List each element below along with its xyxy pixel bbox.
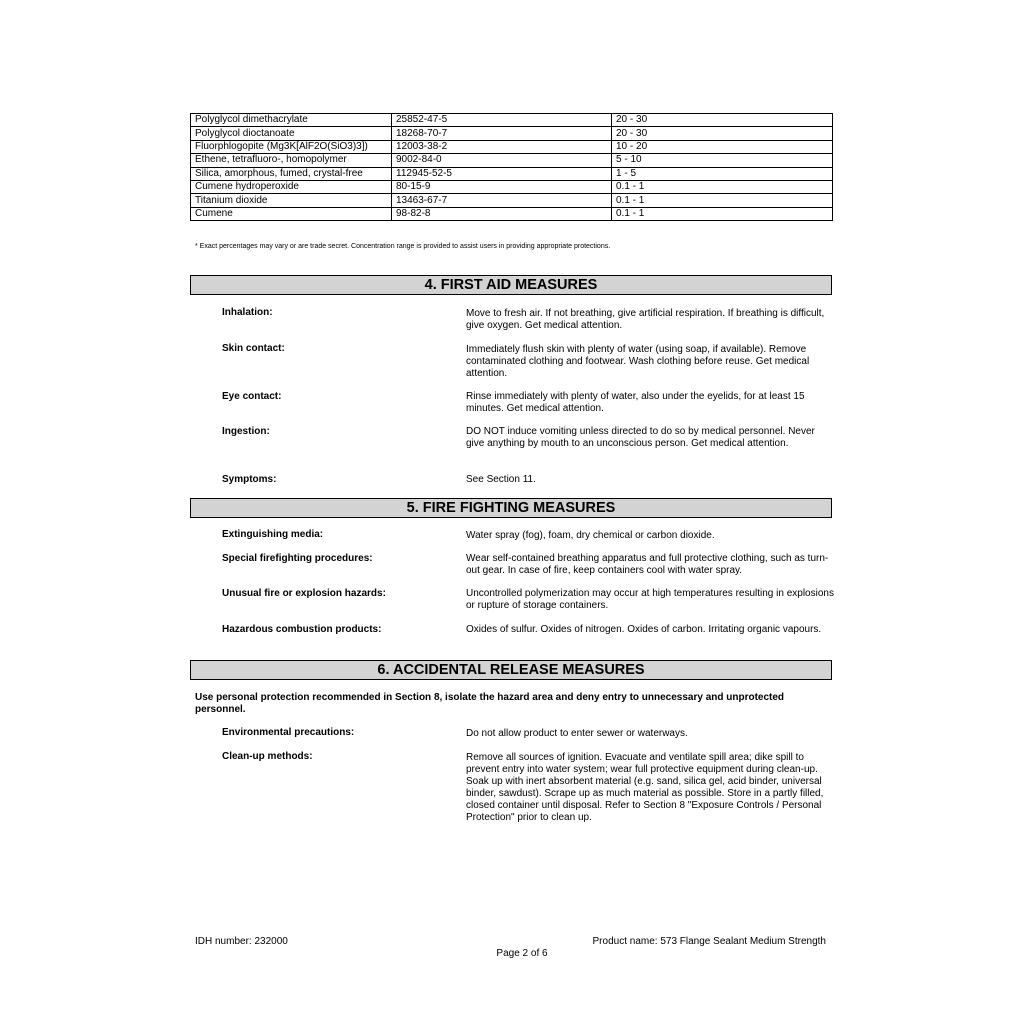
symptoms-label: Symptoms: [222, 474, 277, 485]
cas-number: 18268-70-7 [392, 127, 612, 140]
cas-number: 80-15-9 [392, 180, 612, 193]
environmental-precautions-text: Do not allow product to enter sewer or waterways. [466, 728, 688, 739]
cas-number: 9002-84-0 [392, 154, 612, 167]
component-name: Ethene, tetrafluoro-, homopolymer [191, 154, 392, 167]
weight-percent: 20 - 30 [612, 127, 833, 140]
table-row [191, 127, 833, 140]
cas-number: 25852-47-5 [392, 114, 612, 127]
clean-up-methods-text: Remove all sources of ignition. Evacuate and ventilate spill area; dike spill to prevent entry into water system; wear full protective equipment during clean-up. Soak up with inert absorbent material (e.g. sand, silica gel, acid binder, universal binder, sawdust). Scrape up as much material as possible. Store in a partly filled, closed container until disposal. Refer to Section 8 "Exposure Controls / Personal Protection" prior to clean up. [466, 752, 824, 823]
table-row [191, 207, 833, 220]
cas-number: 13463-67-7 [392, 194, 612, 207]
eye-contact-text: Rinse immediately with plenty of water, also under the eyelids, for at least 15 minutes. Get medical attention. [466, 391, 805, 414]
inhalation-label: Inhalation: [222, 307, 273, 318]
weight-percent: 0.1 - 1 [612, 207, 833, 220]
component-name: Silica, amorphous, fumed, crystal-free [191, 167, 392, 180]
cas-number: 98-82-8 [392, 207, 612, 220]
component-name: Cumene [191, 207, 392, 220]
component-name: Polyglycol dimethacrylate [191, 114, 392, 127]
component-name: Fluorphlogopite (Mg3K[AlF2O(SiO3)3]) [191, 140, 392, 153]
cas-number: 12003-38-2 [392, 140, 612, 153]
weight-percent: 20 - 30 [612, 114, 833, 127]
table-row [191, 167, 833, 180]
weight-percent: 10 - 20 [612, 140, 833, 153]
combustion-products-text: Oxides of sulfur. Oxides of nitrogen. Oxides of carbon. Irritating organic vapours. [466, 624, 822, 635]
combustion-products-label: Hazardous combustion products: [222, 624, 382, 635]
table-row [191, 194, 833, 207]
environmental-precautions-label: Environmental precautions: [222, 727, 355, 738]
extinguishing-media-text: Water spray (fog), foam, dry chemical or carbon dioxide. [466, 530, 715, 541]
clean-up-methods-label: Clean-up methods: [222, 751, 313, 762]
product-name: Product name: 573 Flange Sealant Medium Strength [592, 936, 826, 947]
table-row [191, 140, 833, 153]
page-number: Page 2 of 6 [496, 948, 548, 959]
weight-percent: 1 - 5 [612, 167, 833, 180]
special-procedures-text: Wear self-contained breathing apparatus and full protective clothing, such as turn-out gear. In case of fire, keep containers cool with water spray. [466, 553, 829, 576]
skin-contact-label: Skin contact: [222, 343, 285, 354]
component-name: Cumene hydroperoxide [191, 180, 392, 193]
extinguishing-media-label: Extinguishing media: [222, 529, 324, 540]
section-6-intro: Use personal protection recommended in Section 8, isolate the hazard area and deny entry to unnecessary and unprotected personnel. [195, 692, 785, 715]
section-4-header: 4. FIRST AID MEASURES [190, 275, 832, 295]
table-row [191, 114, 833, 127]
weight-percent: 5 - 10 [612, 154, 833, 167]
table-row [191, 180, 833, 193]
composition-footnote: * Exact percentages may vary or are trade secret. Concentration range is provided to assist users in providing appropriate protections. [195, 243, 611, 250]
table-row [191, 154, 833, 167]
skin-contact-text: Immediately flush skin with plenty of water (using soap, if available). Remove contaminated clothing and footwear. Wash clothing before reuse. Get medical attention. [466, 344, 810, 379]
special-procedures-label: Special firefighting procedures: [222, 553, 373, 564]
ingestion-label: Ingestion: [222, 426, 270, 437]
weight-percent: 0.1 - 1 [612, 180, 833, 193]
inhalation-text: Move to fresh air. If not breathing, give artificial respiration. If breathing is difficult, give oxygen. Get medical attention. [466, 308, 825, 331]
weight-percent: 0.1 - 1 [612, 194, 833, 207]
idh-number: IDH number: 232000 [195, 936, 288, 947]
unusual-hazards-text: Uncontrolled polymerization may occur at high temperatures resulting in explosions or rupture of storage containers. [466, 588, 834, 611]
section-6-header: 6. ACCIDENTAL RELEASE MEASURES [190, 660, 832, 680]
component-name: Titanium dioxide [191, 194, 392, 207]
cas-number: 112945-52-5 [392, 167, 612, 180]
section-5-header: 5. FIRE FIGHTING MEASURES [190, 498, 832, 518]
ingestion-text: DO NOT induce vomiting unless directed to do so by medical personnel. Never give anything by mouth to an unconscious person. Get medical attention. [466, 426, 815, 449]
unusual-hazards-label: Unusual fire or explosion hazards: [222, 588, 386, 599]
eye-contact-label: Eye contact: [222, 391, 282, 402]
composition-table [190, 113, 833, 221]
component-name: Polyglycol dioctanoate [191, 127, 392, 140]
symptoms-text: See Section 11. [466, 474, 536, 485]
